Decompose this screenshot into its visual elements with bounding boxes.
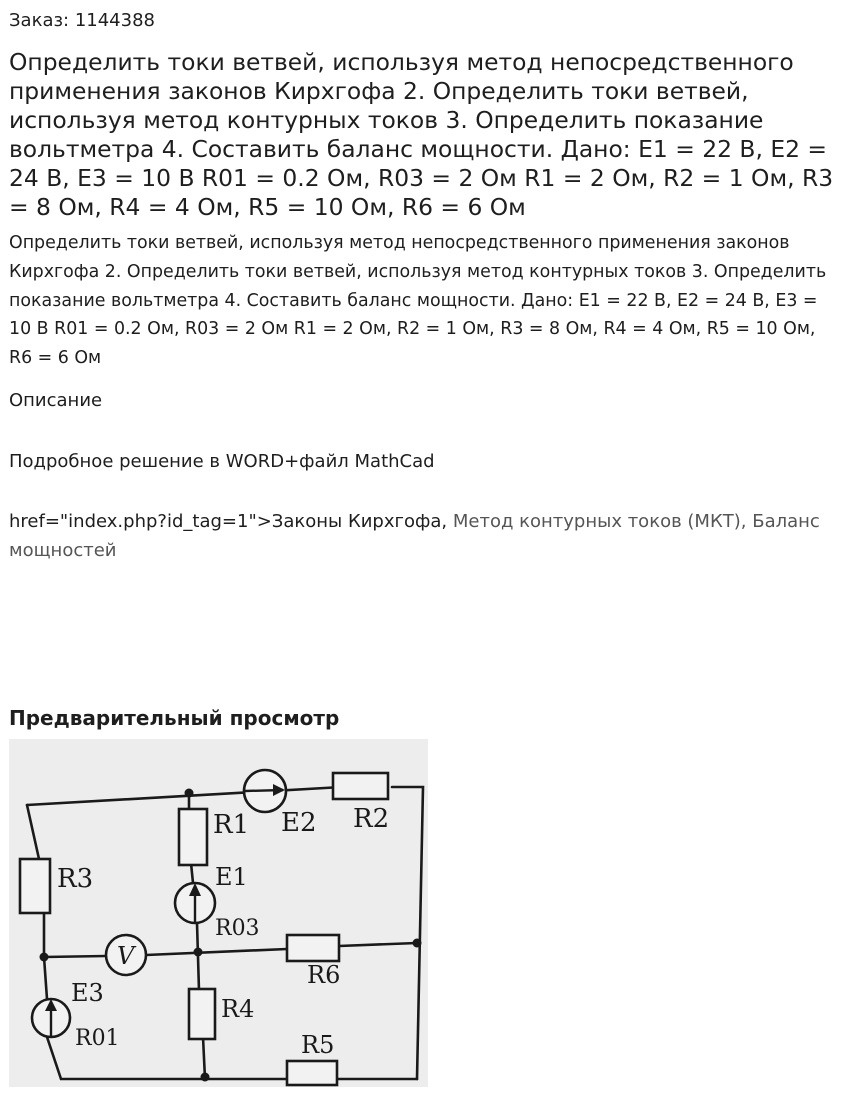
preview-heading: Предварительный просмотр <box>9 706 340 730</box>
label-voltmeter: V <box>117 942 135 970</box>
label-r01: R01 <box>75 1026 120 1051</box>
tag-raw-text: href="index.php?id_tag=1">Законы Кирхгофа, <box>9 511 453 532</box>
wire-middle-right <box>339 943 417 946</box>
label-r1: R1 <box>213 810 250 840</box>
resistor-r3 <box>20 859 50 913</box>
node-top <box>185 789 194 798</box>
wire-left <box>27 805 39 859</box>
resistor-r5 <box>287 1061 337 1085</box>
circuit-diagram <box>9 739 428 1087</box>
tags-line <box>9 507 839 565</box>
label-r2: R2 <box>353 804 390 834</box>
order-number: Заказ: 1144388 <box>9 10 155 31</box>
resistor-r4 <box>189 989 215 1039</box>
resistor-r6 <box>287 935 339 961</box>
circuit-preview-image <box>9 739 428 1087</box>
label-e1: E1 <box>215 863 248 891</box>
label-r5: R5 <box>301 1031 335 1059</box>
node-right <box>413 939 422 948</box>
wire-middle-left <box>44 956 106 957</box>
tag-link-mkt[interactable]: Метод контурных токов (МКТ), <box>452 511 747 532</box>
label-r3: R3 <box>57 864 94 894</box>
wire-top <box>27 787 342 805</box>
label-r6: R6 <box>307 961 341 989</box>
node-center <box>194 948 203 957</box>
node-bottom <box>201 1073 210 1082</box>
tag-link-power-balance[interactable]: Баланс мощностей <box>9 511 820 561</box>
label-e2: E2 <box>281 808 317 838</box>
task-title: Определить токи ветвей, используя метод непосредственного применения законов Кирхгофа 2. Определить токи ветвей, используя метод контурных токов 3. Определить показание вольтметра 4. Составить баланс мощности. Дано: E1 = 22 В, E2 = 24 В, E3 = 10 В R01 = 0.2 Ом, R03 = 2 Ом R1 = 2 Ом, R2 = 1 Ом, R3 = 8 Ом, R4 = 4 Ом, R5 = 10 Ом, R6 = 6 Ом <box>9 48 834 221</box>
task-description: Определить токи ветвей, используя метод непосредственного применения законов Кирхгофа 2. Определить токи ветвей, используя метод контурных токов 3. Определить показание вольтметра 4. Составить баланс мощности. Дано: E1 = 22 В, E2 = 24 В, E3 = 10 В R01 = 0.2 Ом, R03 = 2 Ом R1 = 2 Ом, R2 = 1 Ом, R3 = 8 Ом, R4 = 4 Ом, R5 = 10 Ом, R6 = 6 Ом <box>9 233 827 369</box>
label-r03: R03 <box>215 916 260 941</box>
section-label-description: Описание <box>9 390 103 411</box>
wire-branch-2 <box>197 923 199 991</box>
resistor-r2 <box>333 773 388 799</box>
wire-middle-mid <box>146 949 287 955</box>
wire-top-right <box>392 787 423 1079</box>
node-left <box>40 953 49 962</box>
label-e3: E3 <box>71 979 104 1007</box>
solution-note: Подробное решение в WORD+файл MathCad <box>9 451 435 472</box>
label-r4: R4 <box>221 995 255 1023</box>
resistor-r1 <box>179 809 207 865</box>
